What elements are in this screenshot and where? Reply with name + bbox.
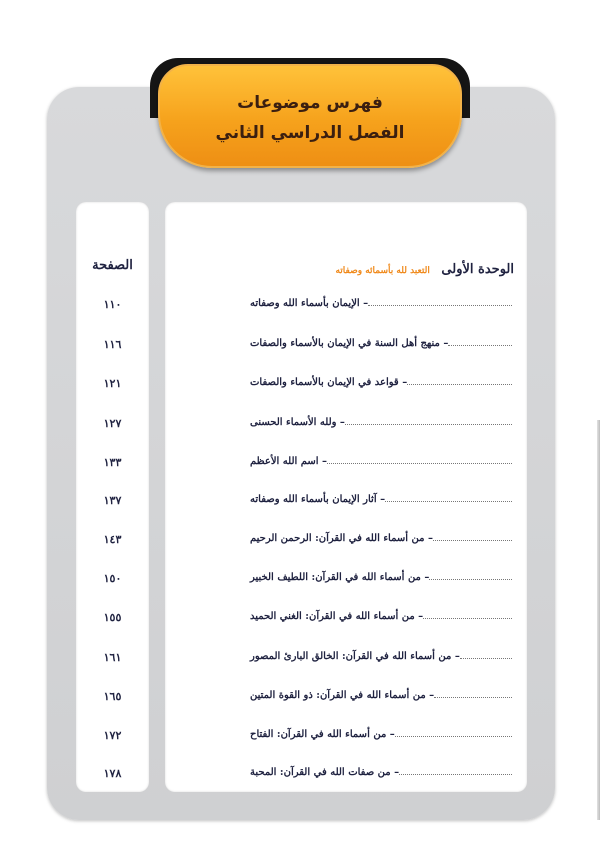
- toc-entry[interactable]: [250, 611, 516, 622]
- page-number: ١٣٧: [103, 494, 122, 507]
- unit-title: التعبد لله بأسمائه وصفاته: [335, 266, 430, 276]
- entry-text: – من أسماء الله في القرآن: اللطيف الخبير: [250, 572, 430, 583]
- page-number: ١٣٣: [103, 456, 122, 469]
- unit-heading: [335, 258, 514, 277]
- toc-row[interactable]: [0, 651, 600, 669]
- toc-row[interactable]: [0, 338, 600, 356]
- toc-row[interactable]: [0, 417, 600, 435]
- toc-entry[interactable]: [250, 572, 516, 583]
- page-number: ١٥٥: [103, 611, 122, 624]
- page-number: ١٤٣: [103, 533, 122, 546]
- toc-entry[interactable]: [250, 767, 516, 778]
- toc-row[interactable]: [0, 298, 600, 316]
- dot-leader: [327, 463, 512, 464]
- entry-text: – اسم الله الأعظم: [250, 456, 328, 467]
- entry-text: – من أسماء الله في القرآن: الخالق البارئ المصور: [250, 651, 460, 662]
- toc-row[interactable]: [0, 456, 600, 474]
- toc-entry[interactable]: [250, 690, 516, 701]
- page-number: ١١٠: [103, 298, 122, 311]
- page-number: ١٧٢: [103, 729, 122, 742]
- header-tab: [158, 64, 462, 168]
- toc-entry[interactable]: [250, 729, 516, 740]
- dot-leader: [395, 736, 512, 737]
- toc-row[interactable]: [0, 690, 600, 708]
- toc-entry[interactable]: [250, 298, 516, 309]
- entry-text: – من أسماء الله في القرآن: الرحمن الرحيم: [250, 533, 433, 544]
- toc-row[interactable]: [0, 729, 600, 747]
- dot-leader: [423, 618, 512, 619]
- toc-row[interactable]: [0, 767, 600, 785]
- dot-leader: [368, 305, 512, 306]
- entry-text: – من أسماء الله في القرآن: ذو القوة المتين: [250, 690, 435, 701]
- dot-leader: [429, 579, 512, 580]
- toc-row[interactable]: [0, 494, 600, 512]
- toc-entry[interactable]: [250, 377, 516, 388]
- toc-entry[interactable]: [250, 533, 516, 544]
- dot-leader: [433, 540, 512, 541]
- semester-title: الفصل الدراسي الثاني: [215, 123, 405, 143]
- toc-row[interactable]: [0, 572, 600, 590]
- page-number: ١٦٥: [103, 690, 122, 703]
- page-number: ١٢٧: [103, 417, 122, 430]
- dot-leader: [345, 424, 512, 425]
- dot-leader: [385, 501, 512, 502]
- page-column-header: الصفحة: [92, 258, 133, 273]
- entry-text: – قواعد في الإيمان بالأسماء والصفات: [250, 377, 408, 388]
- toc-title: فهرس موضوعات: [237, 93, 383, 113]
- dot-leader: [448, 345, 512, 346]
- dot-leader: [399, 774, 512, 775]
- toc-row[interactable]: [0, 377, 600, 395]
- toc-entry[interactable]: [250, 417, 516, 428]
- entry-text: – الإيمان بأسماء الله وصفاته: [250, 298, 369, 309]
- page-number: ١٧٨: [103, 767, 122, 780]
- toc-row[interactable]: [0, 611, 600, 629]
- entry-text: – ولله الأسماء الحسنى: [250, 417, 345, 428]
- entry-text: – منهج أهل السنة في الإيمان بالأسماء والصفات: [250, 338, 449, 349]
- toc-entry[interactable]: [250, 494, 516, 505]
- page-number: ١٥٠: [103, 572, 122, 585]
- toc-entry[interactable]: [250, 456, 516, 467]
- page-number: ١١٦: [103, 338, 122, 351]
- dot-leader: [407, 384, 512, 385]
- unit-label: الوحدة الأولى: [441, 262, 514, 277]
- entry-text: – من أسماء الله في القرآن: الغني الحميد: [250, 611, 424, 622]
- page-number: ١٦١: [103, 651, 122, 664]
- toc-entry[interactable]: [250, 338, 516, 349]
- page-number: ١٢١: [103, 377, 122, 390]
- toc-row[interactable]: [0, 533, 600, 551]
- entry-text: – من صفات الله في القرآن: المحبة: [250, 767, 400, 778]
- entry-text: – من أسماء الله في القرآن: الفتاح: [250, 729, 395, 740]
- dot-leader: [460, 658, 512, 659]
- dot-leader: [434, 697, 512, 698]
- toc-entry[interactable]: [250, 651, 516, 662]
- entry-text: – آثار الإيمان بأسماء الله وصفاته: [250, 494, 386, 505]
